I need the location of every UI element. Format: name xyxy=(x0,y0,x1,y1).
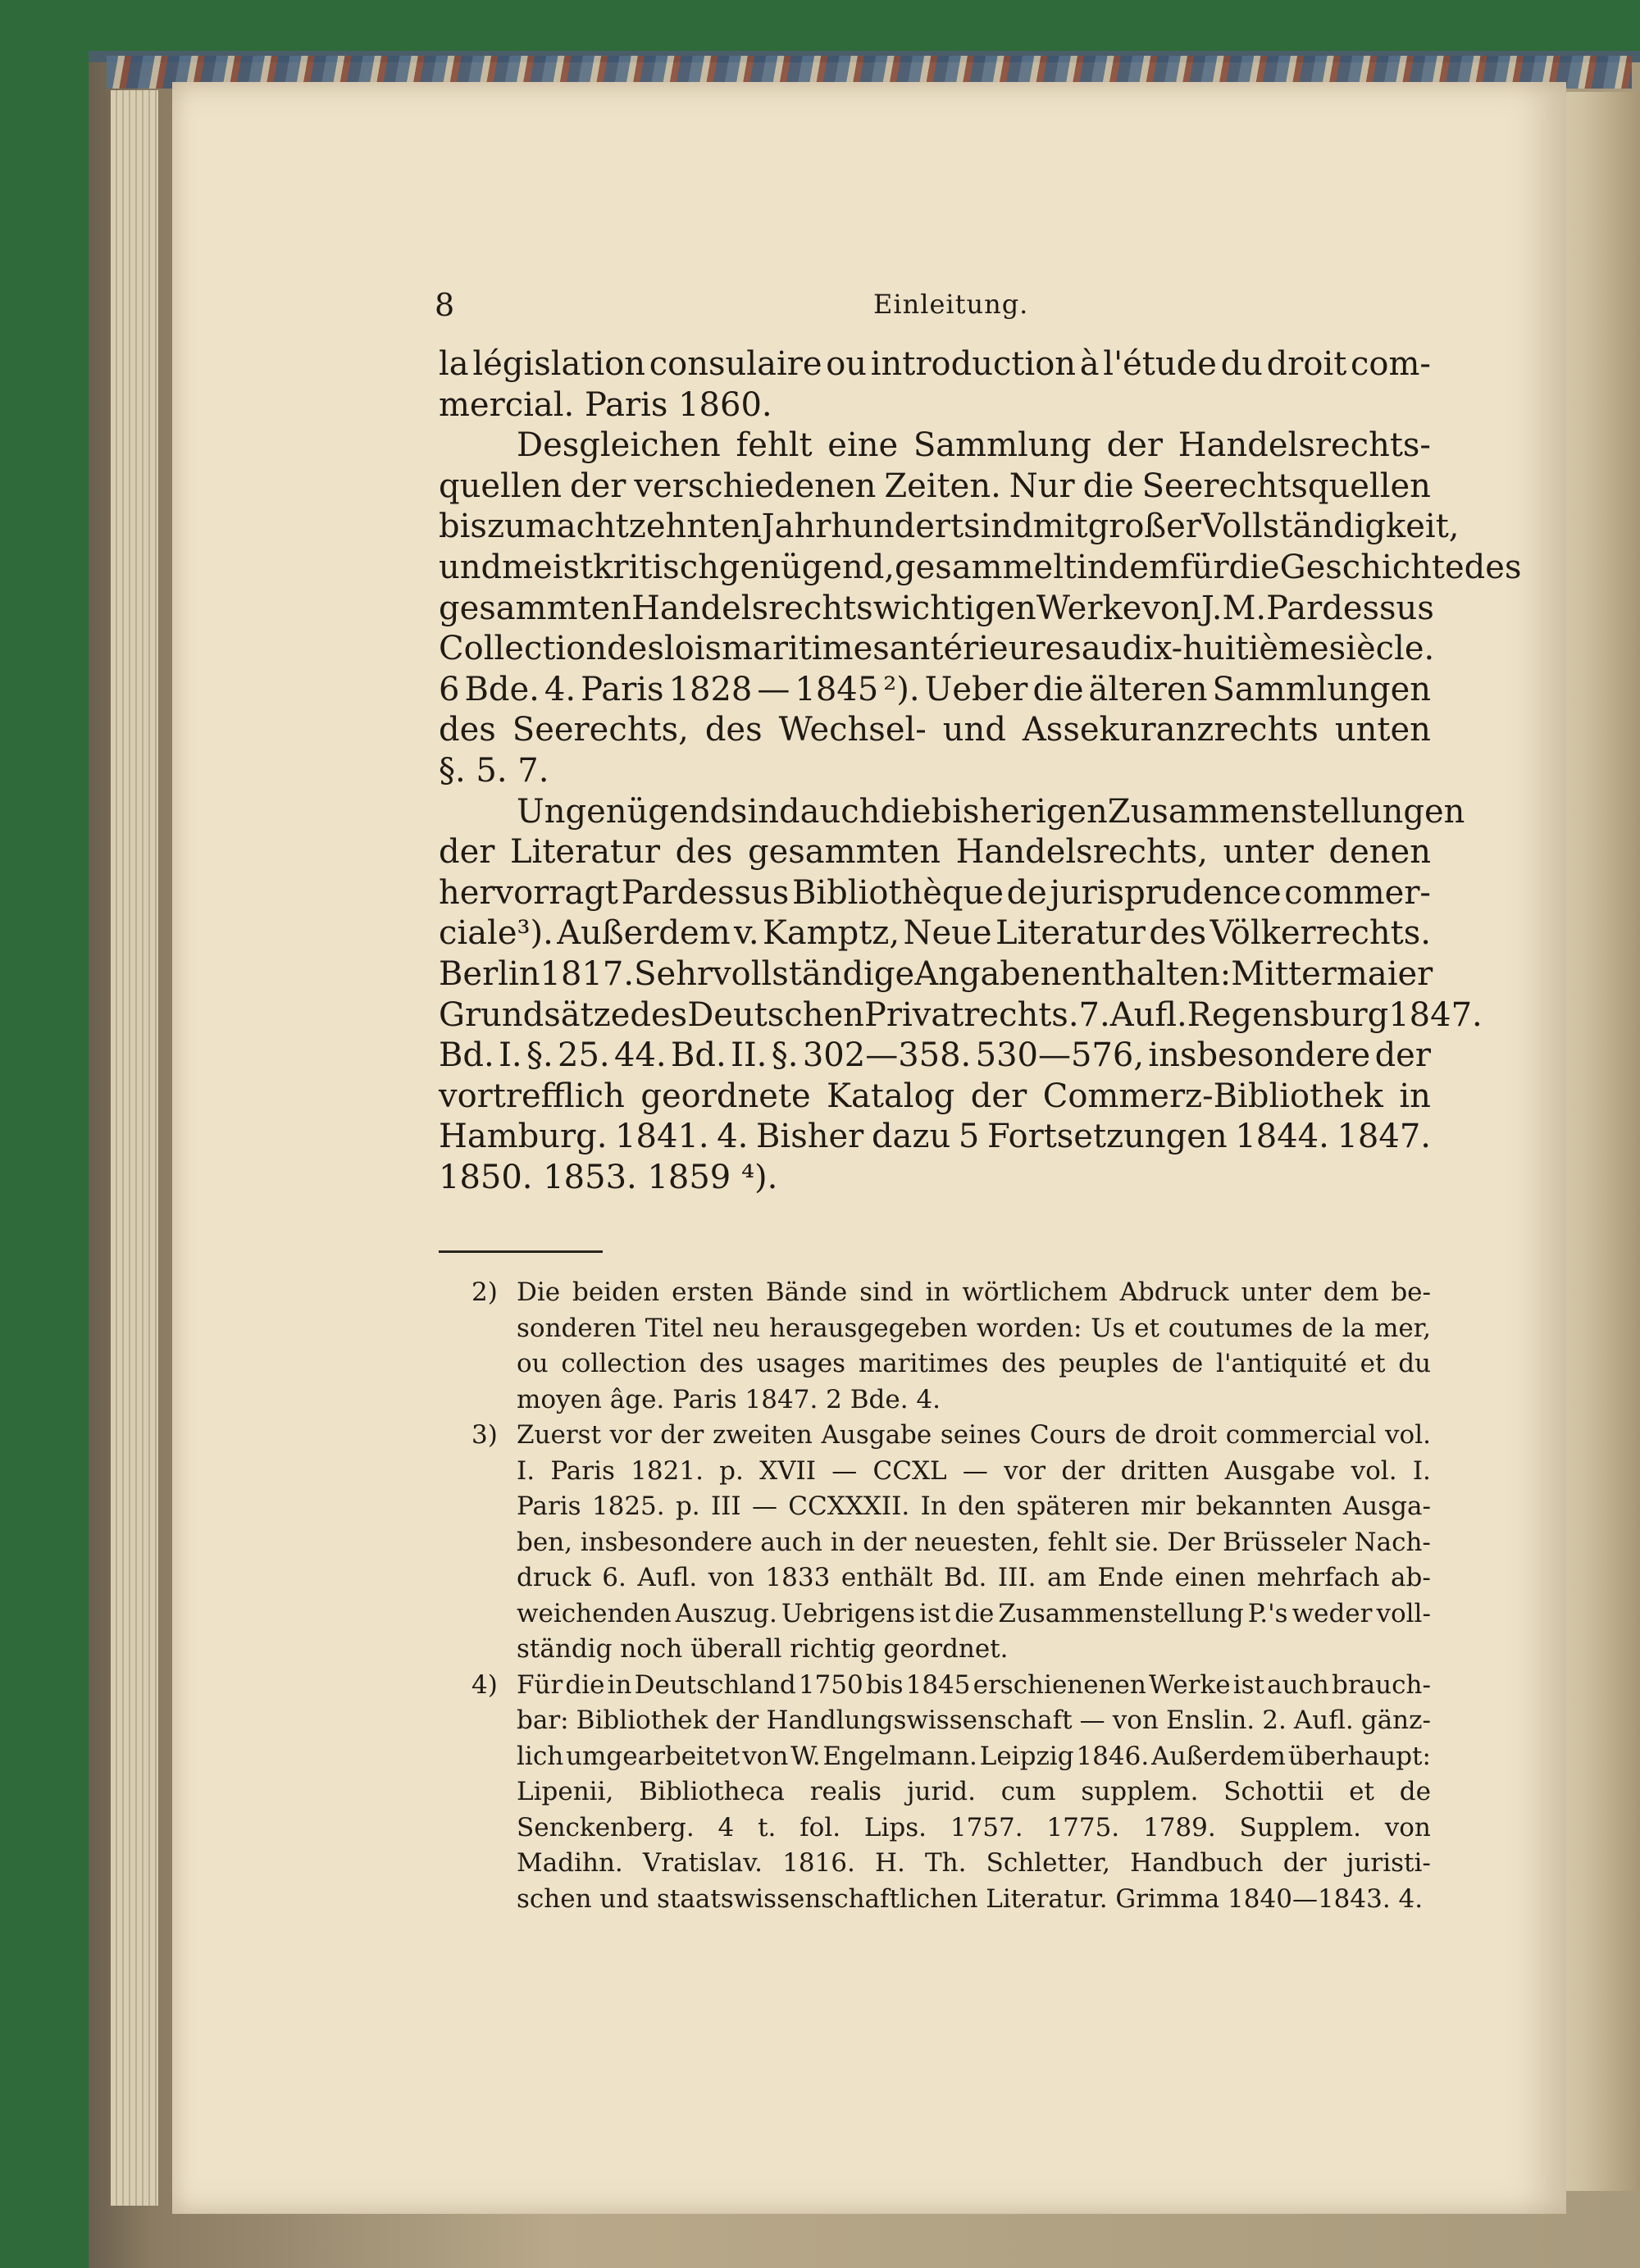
running-head: Einleitung. xyxy=(873,289,1029,320)
footnote-line: moyen âge. Paris 1847. 2 Bde. 4. xyxy=(517,1384,941,1414)
footnote-line: Madihn. Vratislav. 1816. H. Th. Schletter, Handbuch der juristi- xyxy=(517,1848,1431,1878)
footnote-line: sonderen Titel neu herausgegeben worden: Us et coutumes de la mer, xyxy=(517,1313,1431,1343)
footnote-line: ou collection des usages maritimes des peuples de l'antiquité et du xyxy=(517,1349,1431,1378)
text-line: 1850. 1853. 1859 ⁴). xyxy=(439,1158,778,1196)
footnote-4 xyxy=(472,1668,1431,1918)
text-line: Desgleichen fehlt eine Sammlung der Handelsrechts- xyxy=(517,426,1431,465)
footnote-line: ständig noch überall richtig geordnet. xyxy=(517,1634,1009,1664)
footnotes xyxy=(472,1275,1431,1917)
text-line: Berlin 1817. Sehr vollständige Angaben enthalten: Mittermaier xyxy=(439,954,1433,993)
footnote-line: Zuerst vor der zweiten Ausgabe seines Cours de droit commercial vol. xyxy=(517,1420,1431,1450)
text-line: Ungenügend sind auch die bisherigen Zusammenstellungen xyxy=(517,792,1465,831)
footnote-line: I. Paris 1821. p. XVII — CCXL — vor der dritten Ausgabe vol. I. xyxy=(517,1455,1431,1486)
text-line: und meist kritisch genügend, gesammelt in dem für die Geschichte des xyxy=(439,548,1522,586)
text-line: quellen der verschiedenen Zeiten. Nur die Seerechtsquellen xyxy=(439,467,1431,505)
footnote-line: schen und staatswissenschaftlichen Literatur. Grimma 1840—1843. 4. xyxy=(517,1883,1424,1914)
text-line: Grundsätze des Deutschen Privatrechts. 7. Aufl. Regensburg 1847. xyxy=(439,995,1483,1034)
footnote-3 xyxy=(472,1418,1431,1668)
footnote-line: Die beiden ersten Bände sind in wörtlichem Abdruck unter dem be- xyxy=(517,1277,1431,1307)
footnote-line: ben, insbesondere auch in der neuesten, fehlt sie. Der Brüsseler Nach- xyxy=(517,1527,1431,1557)
text-line: des Seerechts, des Wechsel- und Assekuranzrechts unten xyxy=(439,711,1431,749)
footnote-number: 3) xyxy=(472,1420,498,1450)
footnote-number: 4) xyxy=(472,1669,498,1700)
body-text xyxy=(439,344,1522,1198)
text-line: hervorragt Pardessus Bibliothèque de jurisprudence commer- xyxy=(439,873,1431,912)
footnote-2 xyxy=(472,1275,1431,1418)
text-line: Bd. I. §. 25. 44. Bd. II. §. 302—358. 530—576, insbesondere der xyxy=(439,1036,1431,1075)
footnote-line: bar: Bibliothek der Handlungswissenschaft — von Enslin. 2. Aufl. gänz- xyxy=(517,1706,1431,1735)
text-line: mercial. Paris 1860. xyxy=(439,385,772,424)
footnote-line: lich umgearbeitet von W. Engelmann. Leipzig 1846. Außerdem überhaupt: xyxy=(517,1741,1431,1771)
text-line: bis zum achtzehnten Jahrhundert sind mit großer Vollständigkeit, xyxy=(439,508,1460,546)
page-number: 8 xyxy=(435,287,455,323)
footnote-line: druck 6. Aufl. von 1833 enthält Bd. III. am Ende einen mehrfach ab- xyxy=(517,1563,1431,1592)
text-line: 6 Bde. 4. Paris 1828 — 1845 ²). Ueber die älteren Sammlungen xyxy=(439,670,1431,708)
footnote-line: Lipenii, Bibliotheca realis jurid. cum supplem. Schottii et de xyxy=(517,1777,1431,1806)
text-line: der Literatur des gesammten Handelsrechts, unter denen xyxy=(439,833,1431,872)
text-line: la législation consulaire ou introduction à l'étude du droit com- xyxy=(439,345,1431,383)
text-line: Hamburg. 1841. 4. Bisher dazu 5 Fortsetzungen 1844. 1847. xyxy=(439,1118,1431,1156)
footnote-line: Senckenberg. 4 t. fol. Lips. 1757. 1775. 1789. Supplem. von xyxy=(517,1812,1431,1842)
text-line: ciale³). Außerdem v. Kamptz, Neue Literatur des Völkerrechts. xyxy=(439,914,1431,953)
footnote-line: weichenden Auszug. Uebrigens ist die Zusammenstellung P.'s weder voll- xyxy=(517,1598,1431,1628)
footnote-number: 2) xyxy=(472,1277,498,1307)
page-stack-left xyxy=(111,90,158,2206)
footnote-line: Für die in Deutschland 1750 bis 1845 erschienenen Werke ist auch brauch- xyxy=(517,1669,1431,1700)
text-line: Collection des lois maritimes antérieures au dix-huitième siècle. xyxy=(439,630,1435,668)
text-line: §. 5. 7. xyxy=(439,751,549,790)
text-line: vortrefflich geordnete Katalog der Commerz-Bibliothek in xyxy=(439,1077,1431,1115)
footnote-line: Paris 1825. p. III — CCXXXII. In den späteren mir bekannten Ausga- xyxy=(517,1492,1431,1521)
footnote-rule xyxy=(439,1250,603,1253)
text-line: gesammten Handelsrechts wichtigen Werke von J. M. Pardessus xyxy=(439,589,1434,627)
